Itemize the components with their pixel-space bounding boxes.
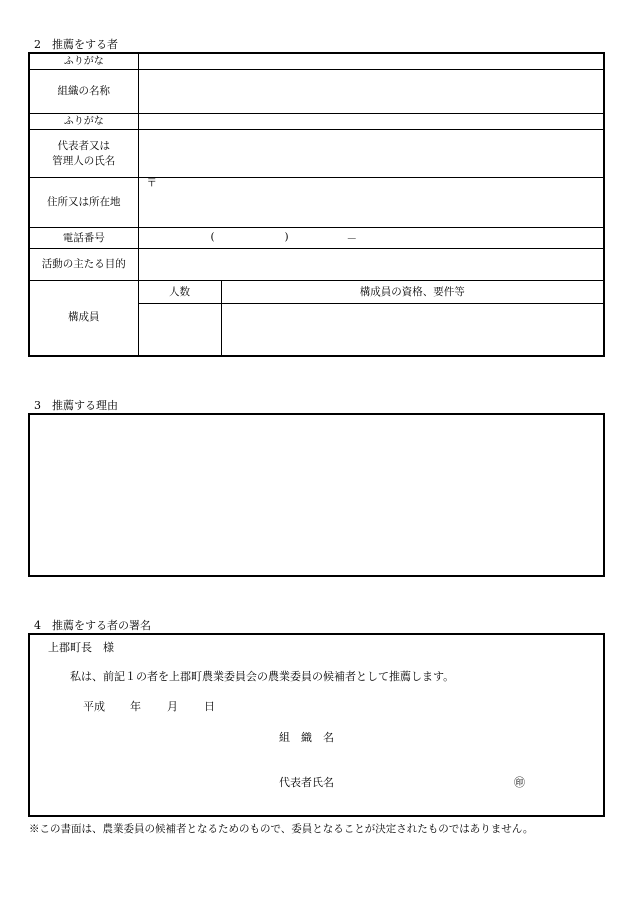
- member-count-header: 人数: [138, 281, 221, 304]
- org-name-label: 組織の名称: [29, 70, 138, 114]
- phone-field[interactable]: [138, 228, 604, 249]
- addressee: 上郡町長 様: [48, 641, 114, 654]
- seal-mark: ㊞: [514, 776, 525, 789]
- member-qualification-header: 構成員の資格、要件等: [221, 281, 604, 304]
- phone-label: 電話番号: [29, 228, 138, 249]
- members-label: 構成員: [29, 281, 138, 356]
- representative-field[interactable]: [138, 130, 604, 178]
- furigana-label-1: ふりがな: [29, 53, 138, 70]
- section4-title: 4 推薦をする者の署名: [34, 619, 151, 632]
- reason-box[interactable]: [28, 413, 605, 577]
- disclaimer-note: ※この書面は、農業委員の候補者となるためのもので、委員となることが決定されたものではありません。: [29, 823, 534, 835]
- section3-title: 3 推薦する理由: [34, 399, 118, 412]
- org-name-field[interactable]: [138, 70, 604, 114]
- postal-mark: 〒: [146, 176, 157, 189]
- recommendation-statement: 私は、前記１の者を上郡町農業委員会の農業委員の候補者として推薦します。: [70, 670, 455, 683]
- representative-label-line2: 管理人の氏名: [52, 154, 116, 167]
- representative-label: [29, 130, 138, 178]
- date-day: 日: [204, 700, 215, 713]
- member-qualification-field[interactable]: [221, 304, 604, 356]
- phone-open-paren: (: [210, 231, 215, 243]
- purpose-field[interactable]: [138, 249, 604, 281]
- org-name-sign-label: 組 織 名: [279, 731, 334, 744]
- member-count-field[interactable]: [138, 304, 221, 356]
- representative-label-line1: 代表者又は: [57, 139, 110, 152]
- purpose-label: 活動の主たる目的: [29, 249, 138, 281]
- phone-dash: －: [346, 233, 357, 245]
- address-field[interactable]: [138, 178, 604, 228]
- date-month: 月: [167, 700, 178, 713]
- phone-close-paren: ): [284, 231, 289, 243]
- section2-title: 2 推薦をする者: [34, 38, 118, 51]
- address-label: 住所又は所在地: [29, 178, 138, 228]
- date-year: 年: [130, 700, 141, 713]
- date-era: 平成: [83, 700, 105, 713]
- recommender-table: [28, 52, 605, 357]
- representative-sign-label: 代表者氏名: [279, 776, 334, 789]
- furigana-field-1[interactable]: [138, 53, 604, 70]
- furigana-field-2[interactable]: [138, 114, 604, 130]
- signature-box: [28, 633, 605, 817]
- furigana-label-2: ふりがな: [29, 114, 138, 130]
